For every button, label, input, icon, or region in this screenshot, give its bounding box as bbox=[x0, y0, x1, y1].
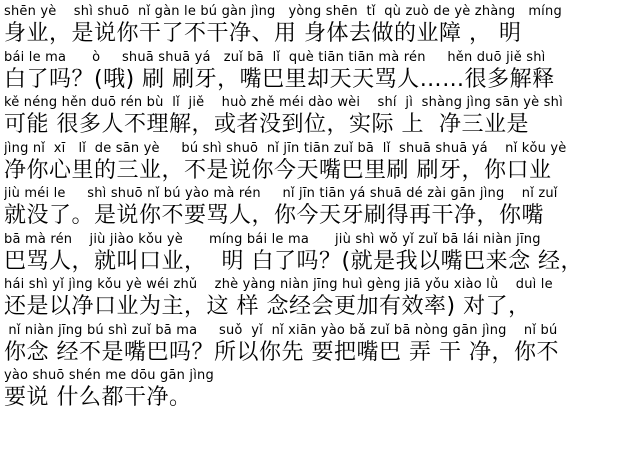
pinyin-line: jiù méi le shì shuō nǐ bú yào mà rén nǐ jīn tiān yá shuā dé zài gān jìng nǐ zuǐ bbox=[4, 186, 558, 201]
text-line-pair bbox=[4, 275, 622, 321]
chinese-line: 净你心里的三业，不是说你今天嘴巴里刷 刷牙，你口业 bbox=[4, 157, 552, 183]
text-line-pair bbox=[4, 2, 622, 48]
text-line-pair bbox=[4, 139, 622, 185]
pinyin-line: bái le ma ò shuā shuā yá zuǐ bā lǐ què tiān tiān mà rén hěn duō jiě shì bbox=[4, 49, 546, 65]
chinese-line: 就没了。是说你不要骂人，你今天牙刷得再干净，你嘴 bbox=[4, 203, 545, 228]
chinese-line: 要说 什么都干净。 bbox=[4, 385, 192, 410]
pinyin-line: jìng nǐ xī lǐ de sān yè bú shì shuō nǐ jīn tiān zuǐ bā lǐ shuā shuā yá nǐ kǒu yè bbox=[4, 140, 567, 156]
pinyin-line: bā mà rén jiù jiào kǒu yè míng bái le ma jiù shì wǒ yǐ zuǐ bā lái niàn jīng bbox=[4, 231, 541, 247]
chinese-line: 身业，是说你干了不干净、用 身体去做的业障 ， 明 bbox=[4, 21, 522, 46]
pinyin-line: kě néng hěn duō rén bù lǐ jiě huò zhě méi dào wèi shí jì shàng jìng sān yè shì bbox=[4, 95, 563, 110]
text-line-pair bbox=[4, 93, 622, 139]
text-line-pair bbox=[4, 48, 622, 94]
pinyin-line: hái shì yǐ jìng kǒu yè wéi zhǔ zhè yàng niàn jīng huì gèng jiā yǒu xiào lǜ duì le bbox=[4, 277, 553, 292]
text-line-pair bbox=[4, 230, 622, 276]
text-line-pair bbox=[4, 321, 622, 367]
chinese-line: 还是以净口业为主，这 样 念经会更加有效率) 对了， bbox=[4, 294, 531, 319]
text-line-pair bbox=[4, 184, 622, 230]
chinese-line: 可能 很多人不理解，或者没到位，实际 上 净三业是 bbox=[4, 112, 529, 137]
chinese-line: 你念 经不是嘴巴吗？所以你先 要把嘴巴 弄 干 净，你不 bbox=[4, 339, 559, 365]
chinese-line: 白了吗？(哦) 刷 刷牙，嘴巴里却天天骂人……很多解释 bbox=[4, 66, 555, 92]
pinyin-line: nǐ niàn jīng bú shì zuǐ bā ma suǒ yǐ nǐ xiān yào bǎ zuǐ bā nòng gān jìng nǐ bú bbox=[4, 322, 558, 338]
pinyin-line: yào shuō shén me dōu gān jìng bbox=[4, 368, 214, 383]
pinyin-line: shēn yè shì shuō nǐ gàn le bú gàn jìng yòng shēn tǐ qù zuò de yè zhàng míng bbox=[4, 4, 562, 19]
chinese-line: 巴骂人，就叫口业， 明 白了吗？(就是我以嘴巴来念 经， bbox=[4, 248, 584, 274]
text-line-pair bbox=[4, 366, 622, 412]
